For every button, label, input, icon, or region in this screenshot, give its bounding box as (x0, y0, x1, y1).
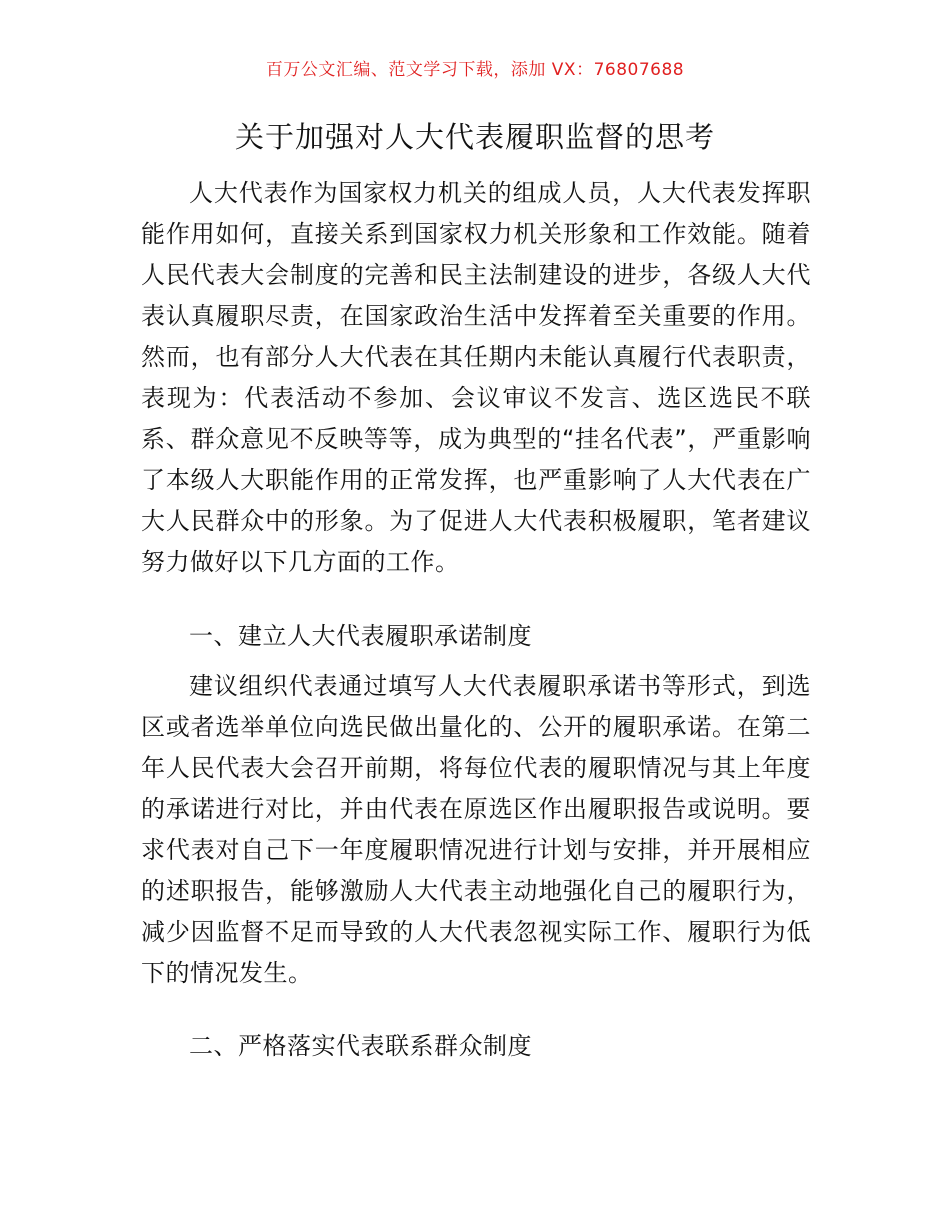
section-1-heading: 一、建立人大代表履职承诺制度 (189, 622, 532, 650)
intro-paragraph: 人大代表作为国家权力机关的组成人员，人大代表发挥职能作用如何，直接关系到国家权力机关形象和工作效能。随着人民代表大会制度的完善和民主法制建设的进步，各级人大代表认真履职尽责，在国家政治生活中发挥着至关重要的作用。然而，也有部分人大代表在其任期内未能认真履行代表职责，表现为：代表活动不参加、会议审议不发言、选区选民不联系、群众意见不反映等等，成为典型的“挂名代表”，严重影响了本级人大职能作用的正常发挥，也严重影响了人大代表在广大人民群众中的形象。为了促进人大代表积极履职，笔者建议努力做好以下几方面的工作。 (141, 179, 811, 576)
header-note: 百万公文汇编、范文学习下载，添加 VX：76807688 (265, 60, 685, 80)
document-title: 关于加强对人大代表履职监督的思考 (234, 120, 715, 154)
section-2-heading: 二、严格落实代表联系群众制度 (189, 1032, 532, 1060)
section-1-paragraph: 建议组织代表通过填写人大代表履职承诺书等形式，到选区或者选举单位向选民做出量化的、公开的履职承诺。在第二年人民代表大会召开前期，将每位代表的履职情况与其上年度的承诺进行对比，并由代表在原选区作出履职报告或说明。要求代表对自己下一年度履职情况进行计划与安排，并开展相应的述职报告，能够激励人大代表主动地强化自己的履职行为，减少因监督不足而导致的人大代表忽视实际工作、履职行为低下的情况发生。 (141, 672, 811, 987)
